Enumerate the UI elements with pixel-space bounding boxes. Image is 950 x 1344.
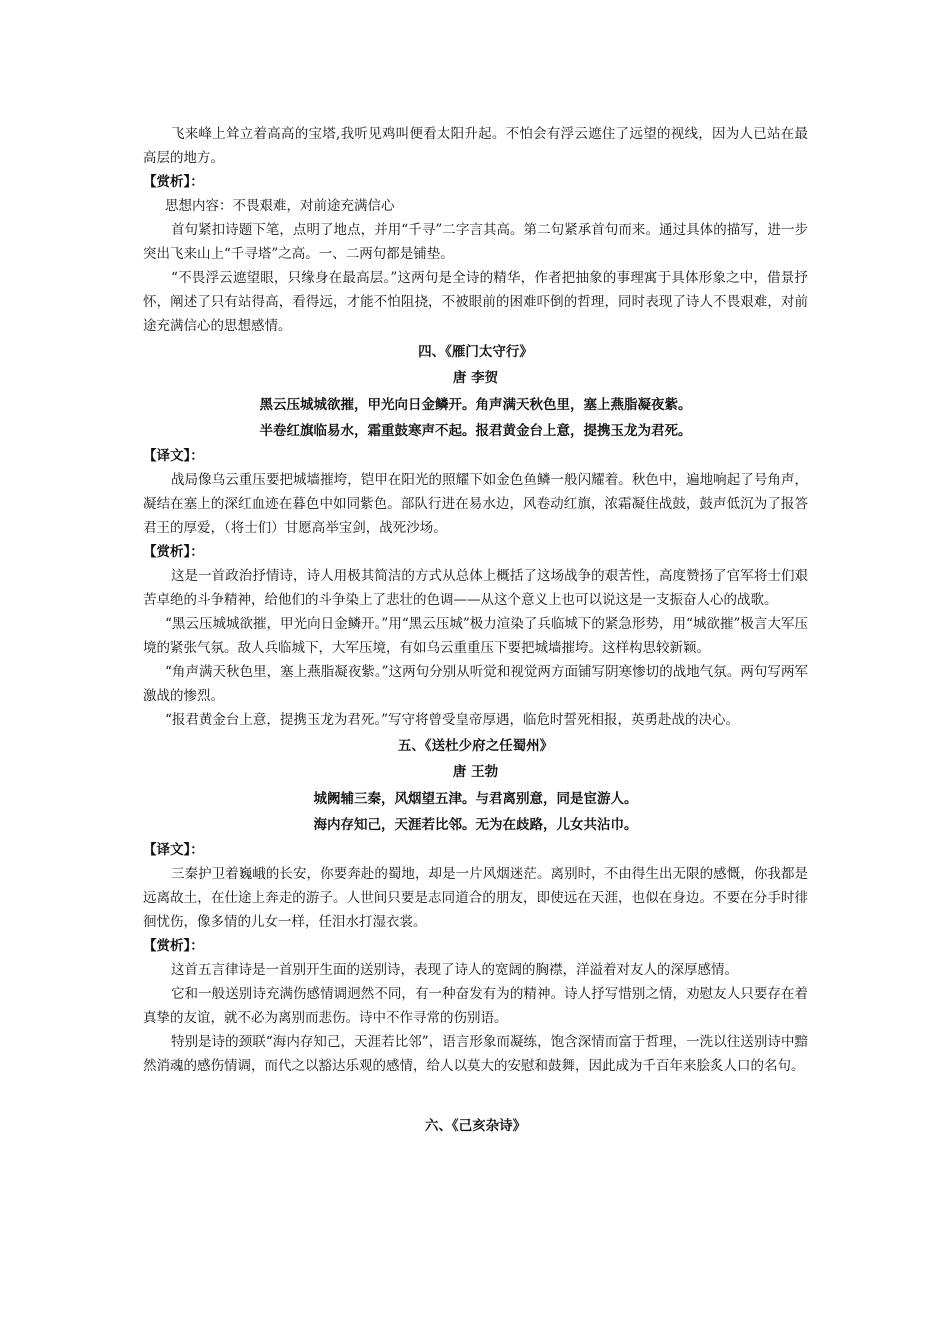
- intro-translation: 飞来峰上耸立着高高的宝塔,我听见鸡叫便看太阳升起。不怕会有浮云遮住了远望的视线，因为人已站在最高层的地方。: [143, 126, 808, 166]
- appreciation-paragraph: 思想内容：不畏艰难，对前途充满信心: [165, 198, 395, 214]
- appreciation-paragraph: 特别是诗的颈联“海内存知己，天涯若比邻”，语言形象而凝练，饱含深情而富于哲理，一洗以往送别诗中黯然消魂的感伤情调，而代之以豁达乐观的感情，给人以莫大的安慰和鼓舞，因此成为千百年来脍炙人口的名句。: [143, 1034, 808, 1074]
- appreciation-paragraph: 首句紧扣诗题下笔，点明了地点，并用“千寻”二字言其高。第二句紧承首句而来。通过具体的描写，进一步突出飞来山上“千寻塔”之高。一、二两句都是铺垫。: [143, 222, 808, 262]
- appreciation-label: 【赏析】：: [143, 544, 204, 560]
- section-title: 四、《雁门太守行》: [418, 344, 533, 360]
- document-content: [143, 122, 808, 1140]
- appreciation-paragraph: “黑云压城城欲摧，甲光向日金鳞开。”用“黑云压城”极力渲染了兵临城下的紧急形势，用“城欲摧”极言大军压境的紧张气氛。敌人兵临城下，大军压境，有如乌云重重压下要把城墙摧垮。这样构思较新颖。: [143, 616, 808, 656]
- spacer: [143, 1078, 808, 1112]
- poem-author: 唐 李贺: [452, 370, 499, 386]
- translation-label: 【译文】：: [143, 448, 204, 464]
- translation-paragraph: 战局像乌云重压要把城墙摧垮，铠甲在阳光的照耀下如金色鱼鳞一般闪耀着。秋色中，遍地响起了号角声，凝结在塞上的深红血迹在暮色中如同紫色。部队行进在易水边，风卷动红旗，浓霜凝住战鼓，鼓声低沉为了报答君王的厚爱，（将士们）甘愿高举宝剑，战死沙场。: [143, 472, 808, 536]
- poem-author: 唐 王勃: [452, 764, 499, 780]
- poem-line: 海内存知己，天涯若比邻。无为在歧路，儿女共沾巾。: [313, 817, 638, 833]
- appreciation-paragraph: 这是一首政治抒情诗，诗人用极其简洁的方式从总体上概括了这场战争的艰苦性，高度赞扬了官军将士们艰苦卓绝的斗争精神，给他们的斗争染上了悲壮的色调——从这个意义上也可以说这是一支振奋人心的战歌。: [143, 568, 808, 608]
- appreciation-label: 【赏析】：: [143, 938, 204, 954]
- translation-label: 【译文】：: [143, 842, 204, 858]
- poem-line: 半卷红旗临易水，霜重鼓寒声不起。报君黄金台上意，提携玉龙为君死。: [259, 423, 692, 439]
- appreciation-paragraph: “角声满天秋色里，塞上燕脂凝夜紫。”这两句分别从听觉和视觉两方面铺写阴寒惨切的战地气氛。两句写两军激战的惨烈。: [143, 664, 808, 704]
- translation-paragraph: 三秦护卫着巍峨的长安，你要奔赴的蜀地，却是一片风烟迷茫。离别时，不由得生出无限的感慨，你我都是远离故土，在仕途上奔走的游子。人世间只要是志同道合的朋友，即使远在天涯，也似在身边。不要在分手时徘徊忧伤，像多情的儿女一样，任泪水打湿衣裳。: [143, 866, 808, 930]
- appreciation-label: 【赏析】：: [143, 174, 204, 190]
- appreciation-paragraph: “不畏浮云遮望眼，只缘身在最高层。”这两句是全诗的精华，作者把抽象的事理寓于具体形象之中，借景抒怀，阐述了只有站得高，看得远，才能不怕阻挠，不被眼前的困难吓倒的哲理，同时表现了诗人不畏艰难，对前途充满信心的思想感情。: [143, 270, 808, 334]
- section-title: 六、《己亥杂诗》: [424, 1118, 527, 1134]
- section-title: 五、《送杜少府之任蜀州》: [397, 738, 554, 754]
- appreciation-paragraph: 这首五言律诗是一首别开生面的送别诗，表现了诗人的宽阔的胸襟，洋溢着对友人的深厚感情。: [171, 962, 738, 978]
- poem-line: 黑云压城城欲摧，甲光向日金鳞开。角声满天秋色里，塞上燕脂凝夜紫。: [259, 397, 692, 413]
- poem-line: 城阙辅三秦，风烟望五津。与君离别意，同是宦游人。: [313, 791, 638, 807]
- appreciation-paragraph: 它和一般送别诗充满伤感情调迥然不同，有一种奋发有为的精神。诗人抒写惜别之情，劝慰友人只要存在着真挚的友谊，就不必为离别而悲伤。诗中不作寻常的伤别语。: [143, 986, 808, 1026]
- appreciation-paragraph: “报君黄金台上意，提携玉龙为君死。”写守将曾受皇帝厚遇，临危时誓死相报，英勇赴战的决心。: [165, 712, 740, 728]
